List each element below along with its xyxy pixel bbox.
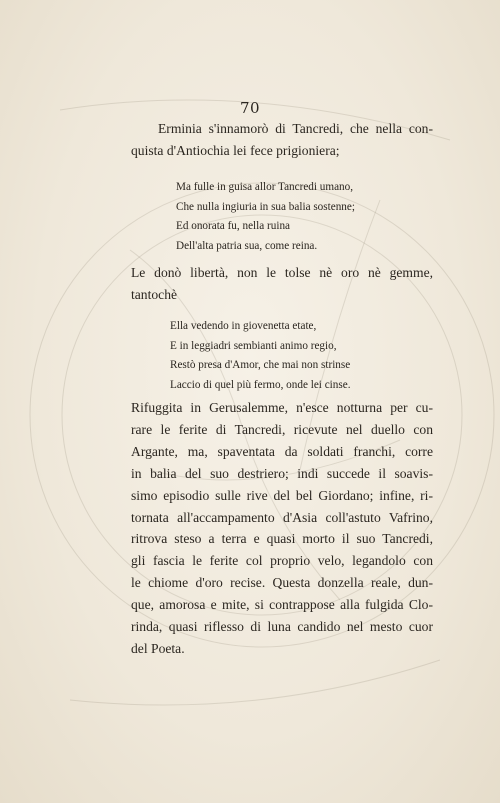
verse-line: Laccio di quel più fermo, onde lei cinse. xyxy=(170,379,351,392)
paragraph-1 xyxy=(131,118,433,162)
text-line: ritrova steso a terra e quasi morto il suo Tancredi, xyxy=(131,531,433,547)
text-line: Le donò libertà, non le tolse nè oro nè gemme, xyxy=(131,265,433,280)
text-line: le chiome d'oro recise. Questa donzella reale, dun- xyxy=(131,575,433,591)
text-line: tornata all'accampamento d'Asia coll'astuto Vafrino, xyxy=(131,509,433,525)
verse-line: Restò presa d'Amor, che mai non strinse xyxy=(170,359,351,372)
text-line: tantochè xyxy=(131,286,178,302)
paragraph-2 xyxy=(131,262,433,306)
text-line: rare le ferite di Tancredi, ricevute nel duello con xyxy=(131,421,433,437)
text-line: Rifuggita in Gerusalemme, n'esce notturna per cu- xyxy=(131,400,433,415)
text-line: del Poeta. xyxy=(131,640,185,656)
verse-line: Ella vedendo in giovenetta etate, xyxy=(170,320,317,332)
verse-line: Ma fulle in guisa allor Tancredi umano, xyxy=(176,181,354,193)
verse-quote-1 xyxy=(176,178,355,257)
text-line: rinda, quasi riflesso di luna candido nel mesto cuor xyxy=(131,619,433,635)
verse-quote-2 xyxy=(170,317,351,396)
text-line: quista d'Antiochia lei fece prigioniera; xyxy=(131,142,340,158)
text-line: Erminia s'innamorò di Tancredi, che nella con- xyxy=(158,121,433,136)
text-line: que, amorosa e mite, si contrappose alla fulgida Clo- xyxy=(131,597,433,613)
verse-line: Ed onorata fu, nella ruina xyxy=(176,220,291,233)
text-line: Argante, ma, spaventata da soldati franchi, corre xyxy=(131,443,433,459)
page-number: 70 xyxy=(239,99,261,117)
text-line: in balia del suo destriero; indi succede il soavis- xyxy=(131,465,433,481)
text-line: gli fascia le ferite col proprio velo, legandolo con xyxy=(131,553,433,569)
paragraph-3 xyxy=(131,397,433,660)
verse-line: Che nulla ingiuria in sua balia sostenne; xyxy=(176,200,355,213)
verse-line: Dell'alta patria sua, come reina. xyxy=(176,240,318,253)
verse-line: E in leggiadri sembianti animo regio, xyxy=(170,339,337,352)
text-line: simo episodio sulle rive del bel Giordano; infine, ri- xyxy=(131,487,433,503)
